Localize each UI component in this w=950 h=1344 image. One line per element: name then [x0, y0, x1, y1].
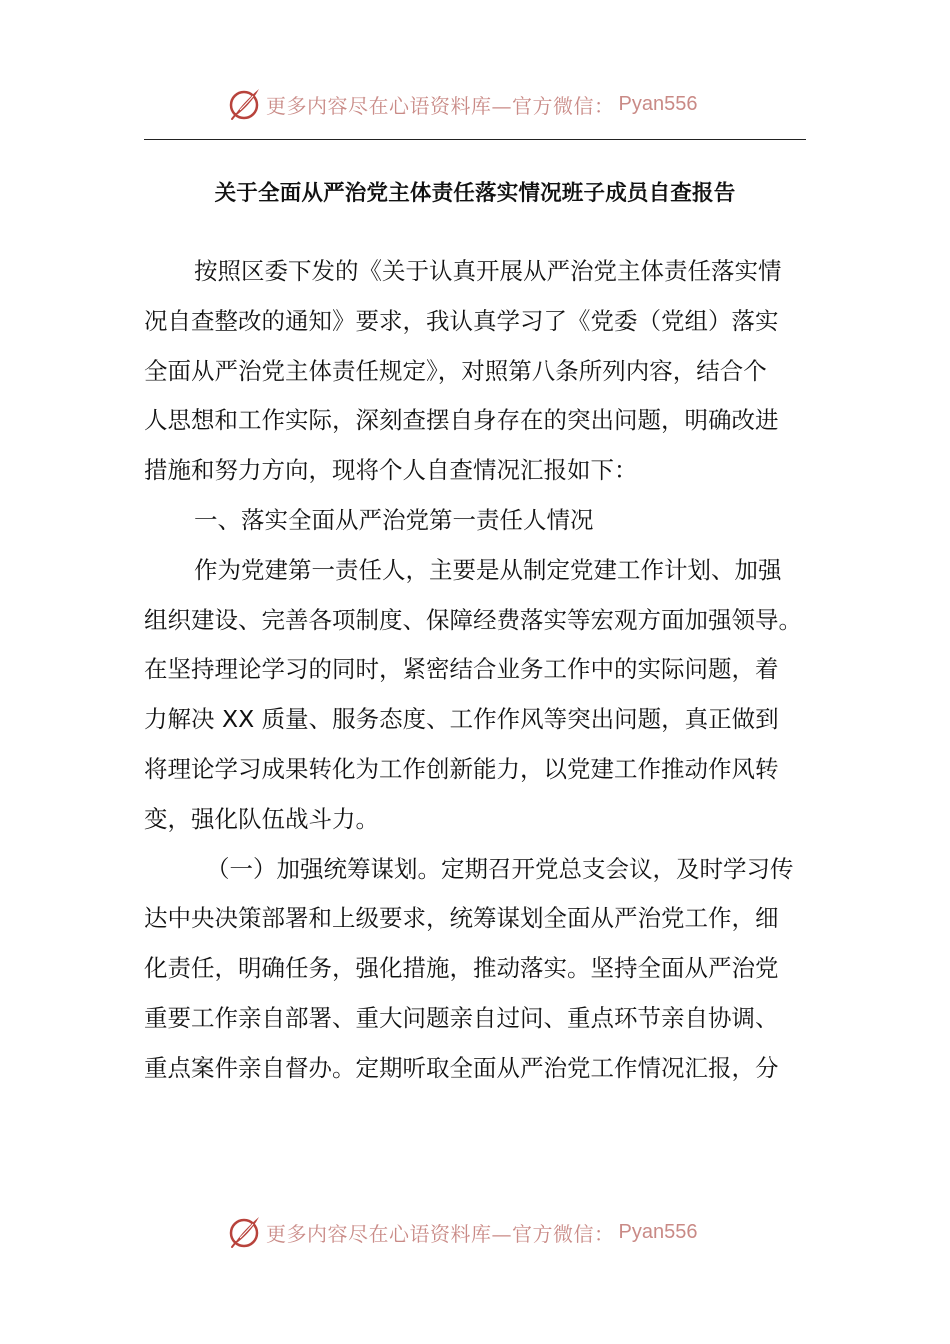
body-line: 重要工作亲自部署、重大问题亲自过问、重点环节亲自协调、 [144, 1003, 779, 1032]
page-header [0, 80, 950, 128]
body-line: 况自查整改的通知》要求，我认真学习了《党委（党组）落实 [144, 306, 779, 335]
body-line: 全面从严治党主体责任规定》，对照第八条所列内容，结合个 [144, 356, 767, 385]
watermark-wechat-id: Pyan556 [618, 92, 698, 115]
page-footer [0, 1208, 950, 1256]
body-line: 变，强化队伍战斗力。 [144, 804, 379, 833]
body-line: 按照区委下发的《关于认真开展从严治党主体责任落实情 [194, 257, 782, 285]
header-watermark [226, 80, 697, 128]
body-line: 人思想和工作实际，深刻查摆自身存在的突出问题，明确改进 [144, 406, 779, 435]
body-line: 在坚持理论学习的同时，紧密结合业务工作中的实际问题，着 [144, 655, 779, 684]
body-line: 作为党建第一责任人，主要是从制定党建工作计划、加强 [194, 555, 782, 584]
body-line: 重点案件亲自督办。定期听取全面从严治党工作情况汇报，分 [144, 1053, 779, 1082]
document-body [144, 247, 806, 1094]
header-divider [144, 139, 806, 140]
body-line: 力解决 XX 质量、服务态度、工作作风等突出问题，真正做到 [144, 705, 779, 734]
body-line: 将理论学习成果转化为工作创新能力，以党建工作推动作风转 [144, 754, 779, 783]
body-line: 措施和努力方向，现将个人自查情况汇报如下： [144, 456, 638, 485]
body-line: 化责任，明确任务，强化措施，推动落实。坚持全面从严治党 [144, 954, 779, 983]
subsection-line: （一）加强统筹谋划。定期召开党总支会议，及时学习传 [206, 854, 794, 883]
body-line: 达中央决策部署和上级要求，统筹谋划全面从严治党工作，细 [144, 904, 779, 933]
quill-pen-logo-icon [226, 1214, 262, 1250]
watermark-wechat-id: Pyan556 [618, 1220, 698, 1243]
footer-watermark [226, 1208, 697, 1256]
watermark-text: 更多内容尽在心语资料库—官方微信： [266, 1221, 615, 1246]
section-heading: 一、落实全面从严治党第一责任人情况 [194, 505, 594, 534]
watermark-text: 更多内容尽在心语资料库—官方微信： [266, 93, 615, 118]
document-title: 关于全面从严治党主体责任落实情况班子成员自查报告 [214, 181, 736, 206]
body-line: 组织建设、完善各项制度、保障经费落实等宏观方面加强领导。 [144, 605, 802, 634]
quill-pen-logo-icon [226, 86, 262, 122]
